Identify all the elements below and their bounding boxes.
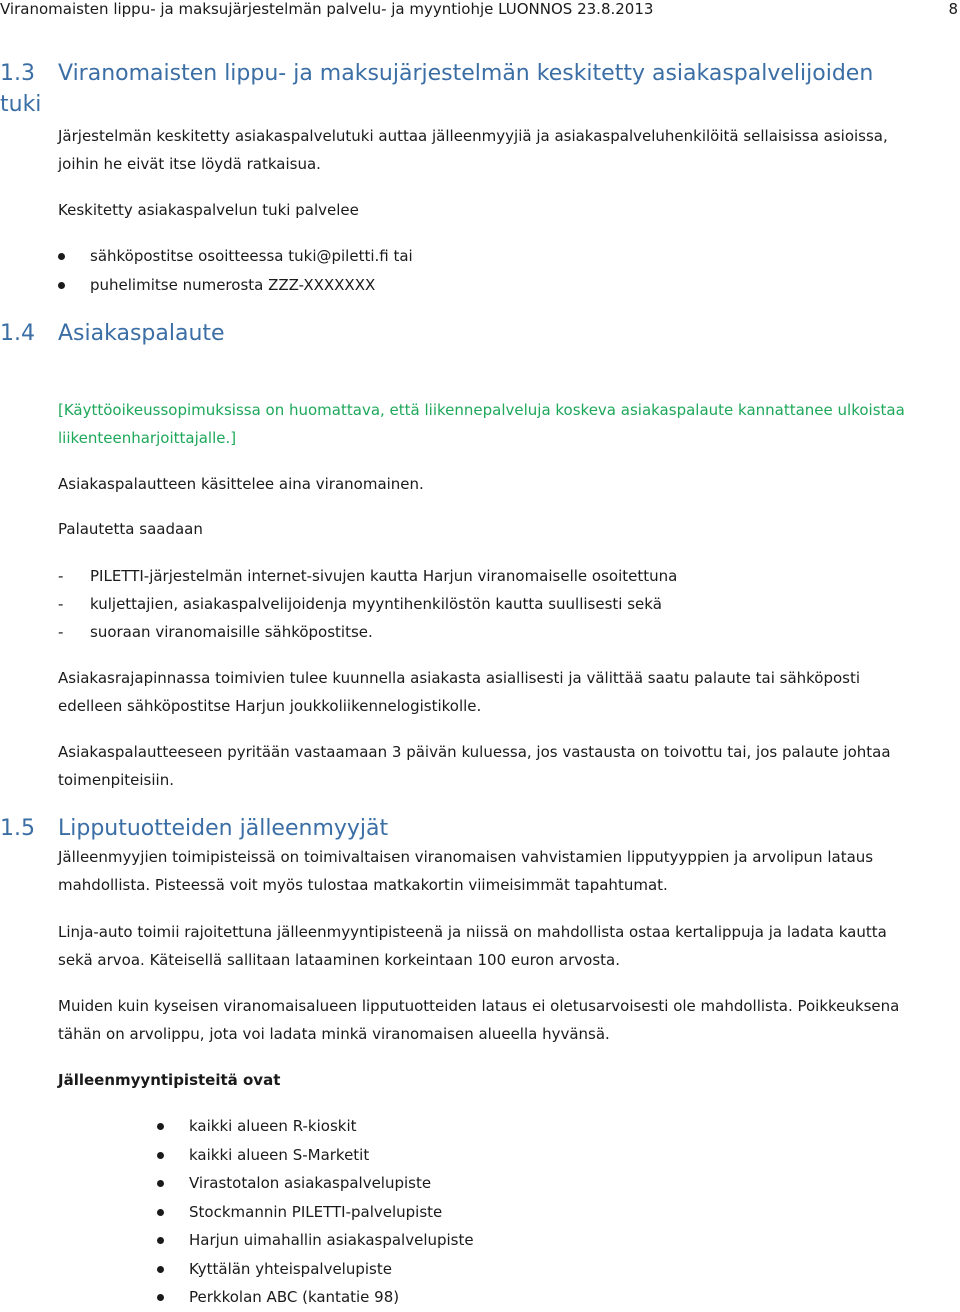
list-item: - kuljettajien, asiakaspalvelijoidenja myyntihenkilöstön kautta suullisesti sekä: [58, 595, 662, 613]
section-heading-1-5: [0, 813, 960, 844]
page-number: 8: [948, 0, 958, 18]
bullet-icon: [58, 282, 65, 289]
list-item: Kyttälän yhteispalvelupiste: [157, 1255, 757, 1284]
list-item: Harjun uimahallin asiakaspalvelupiste: [157, 1226, 757, 1255]
paragraph: Keskitetty asiakaspalvelun tuki palvelee: [58, 201, 359, 219]
paragraph: Linja-auto toimii rajoitettuna jälleenmyyntipisteenä ja niissä on mahdollista ostaa kertalippuja ja ladata kautta sekä arvoa. Käteisellä sallitaan lataaminen korkeintaan 100 euron arvosta.: [58, 923, 887, 969]
paragraph: Asiakasrajapinnassa toimivien tulee kuunnella asiakasta asiallisesti ja välittää saatu palaute tai sähköposti edelleen sähköpostitse Harjun joukkoliikennelogistikolle.: [58, 669, 861, 715]
section-title-line1: Viranomaisten lippu- ja maksujärjestelmän keskitetty asiakaspalvelijoiden: [58, 61, 874, 86]
bullet-icon: [157, 1152, 164, 1159]
editor-note: [Käyttöoikeussopimuksissa on huomattava, että liikennepalveluja koskeva asiakaspalaute kannattanee ulkoistaa liikenteenharjoittajalle.]: [58, 401, 905, 447]
list-item: kaikki alueen S-Marketit: [157, 1141, 757, 1170]
paragraph: Järjestelmän keskitetty asiakaspalvelutuki auttaa jälleenmyyjiä ja asiakaspalveluhenkilöitä sellaisissa asioissa, joihin he eivät itse löydä ratkaisua.: [58, 127, 888, 173]
dash-list: [58, 562, 918, 646]
list-heading: Jälleenmyyntipisteitä ovat: [58, 1071, 281, 1089]
bullet-icon: [157, 1123, 164, 1130]
bullet-icon: [157, 1266, 164, 1273]
paragraph: Jälleenmyyjien toimipisteissä on toimivaltaisen viranomaisen vahvistamien lipputyyppien ja arvolipun lataus mahdollista. Pisteessä voit myös tulostaa matkakortin viimeisimmät tapahtumat.: [58, 848, 874, 894]
section-title: Lipputuotteiden jälleenmyyjät: [58, 816, 389, 841]
bullet-icon: [157, 1294, 164, 1301]
list-item: - suoraan viranomaisille sähköpostitse.: [58, 623, 373, 641]
list-item: puhelimitse numerosta ZZZ-XXXXXXX: [58, 271, 898, 300]
list-item: Perkkolan ABC (kantatie 98): [157, 1283, 757, 1312]
section-number: 1.3: [0, 61, 35, 86]
section-heading-1-4: [0, 318, 960, 349]
bullet-icon: [157, 1209, 164, 1216]
bullet-icon: [157, 1180, 164, 1187]
section-heading-1-3: [0, 58, 960, 120]
section-title: Asiakaspalaute: [58, 321, 225, 346]
paragraph: Muiden kuin kyseisen viranomaisalueen lipputuotteiden lataus ei oletusarvoisesti ole mahdollista. Poikkeuksena tähän on arvolippu, jota voi ladata minkä viranomaisen alueella hyvänsä.: [58, 997, 900, 1043]
bullet-icon: [157, 1237, 164, 1244]
bullet-icon: [58, 253, 65, 260]
list-item: kaikki alueen R-kioskit: [157, 1112, 757, 1141]
paragraph: Asiakaspalautteen käsittelee aina viranomainen.: [58, 475, 424, 493]
section-title-line2: tuki: [0, 92, 42, 117]
paragraph: Asiakaspalautteeseen pyritään vastaamaan 3 päivän kuluessa, jos vastausta on toivottu tai, jos palaute johtaa toimenpiteisiin.: [58, 743, 891, 789]
section-number: 1.4: [0, 321, 35, 346]
list-item: - PILETTI-järjestelmän internet-sivujen kautta Harjun viranomaiselle osoitettuna: [58, 567, 678, 585]
section-number: 1.5: [0, 816, 35, 841]
reseller-list: [157, 1112, 757, 1312]
paragraph: Palautetta saadaan: [58, 520, 203, 538]
bullet-list: [58, 242, 898, 299]
page-header: [0, 0, 960, 20]
list-item: sähköpostitse osoitteessa tuki@piletti.fi tai: [58, 242, 898, 271]
document-title: Viranomaisten lippu- ja maksujärjestelmän palvelu- ja myyntiohje LUONNOS 23.8.2013: [0, 0, 654, 18]
list-item: Stockmannin PILETTI-palvelupiste: [157, 1198, 757, 1227]
list-item: Virastotalon asiakaspalvelupiste: [157, 1169, 757, 1198]
